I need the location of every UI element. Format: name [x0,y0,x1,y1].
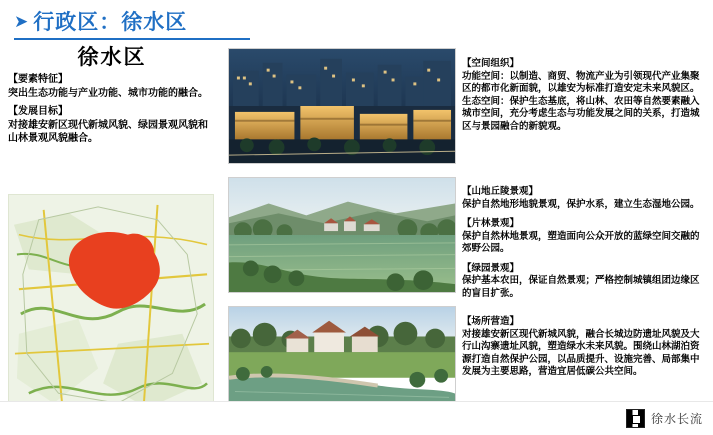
ecological-space-text: 生态空间：保护生态基底，将山林、农田等自然要素融入城市空间，充分考虑生态与功能发展之间的关系，打造城区与景园融合的新貌观。 [462,95,700,132]
triangle-right-icon: ➤ [14,11,29,32]
photo-lake-wetland-graphic [229,178,455,292]
spatial-organization-title: 【空间组织】 [462,58,520,69]
page-footer [0,401,713,435]
page-header [0,0,713,42]
region-title: 徐水区 [77,45,147,69]
header-underline [14,38,250,40]
brand-name: 徐水长流 [650,412,703,426]
green-park-landscape-body: 保护基本农田，保证自然景观；严格控制城镇组团边缘区的盲目扩张。 [462,275,700,299]
left-column [6,46,218,428]
hill-landscape-title: 【山地丘陵景观】 [462,186,539,197]
right-column [462,48,707,428]
placemaking-title: 【场所营造】 [462,316,520,327]
feature-block [6,73,218,100]
spatial-organization-block [462,58,707,133]
green-park-landscape-title: 【绿园景观】 [462,262,520,274]
green-park-landscape-block [462,263,707,301]
forest-landscape-body: 保护自然林地景观，塑造面向公众开放的蓝绿空间交融的郊野公园。 [462,230,700,255]
brand-area [626,409,703,428]
photo-lake-wetland [228,177,456,293]
forest-landscape-block [462,218,707,256]
feature-block-title: 【要素特征】 [8,74,68,86]
goal-block-title: 【发展目标】 [8,106,68,118]
goal-block-body: 对接雄安新区现代新城风貌、绿园景观风貌和山林景观风貌融合。 [8,119,208,145]
photo-night-city-graphic [229,49,455,163]
placemaking-group [462,316,707,386]
placemaking-body: 对接雄安新区现代新城风貌，融合长城边防遗址风貌及大行山沟寨遗址风貌，塑造绿水未来风貌。围绕山林湖泊资源打造自然保护公园，以品质提升、设施完善、局部集中发展为主要思路，营造宜居低碳公共空间。 [462,328,700,378]
hill-landscape-body: 保护自然地形地貌景观，保护水系，建立生态湿地公园。 [462,198,700,210]
spatial-organization-group [462,58,707,140]
photo-column [228,48,456,428]
photo-night-city [228,48,456,164]
administrative-map [8,194,214,426]
qr-code-icon [626,409,645,428]
landscape-group [462,186,707,307]
goal-block [6,105,218,146]
feature-block-body: 突出生态功能与产业功能、城市功能的融合。 [8,87,208,99]
placemaking-block [462,316,707,379]
functional-space-text: 功能空间：以制造、商贸、物流产业为引领现代产业集聚区的都市化新面貌，以雄安为标准打造安定未来风貌区。 [462,70,700,95]
forest-landscape-title: 【片林景观】 [462,218,520,230]
hill-landscape-block [462,186,707,211]
page-title: 行政区：徐水区 [33,10,188,34]
map-graphic [9,195,213,425]
